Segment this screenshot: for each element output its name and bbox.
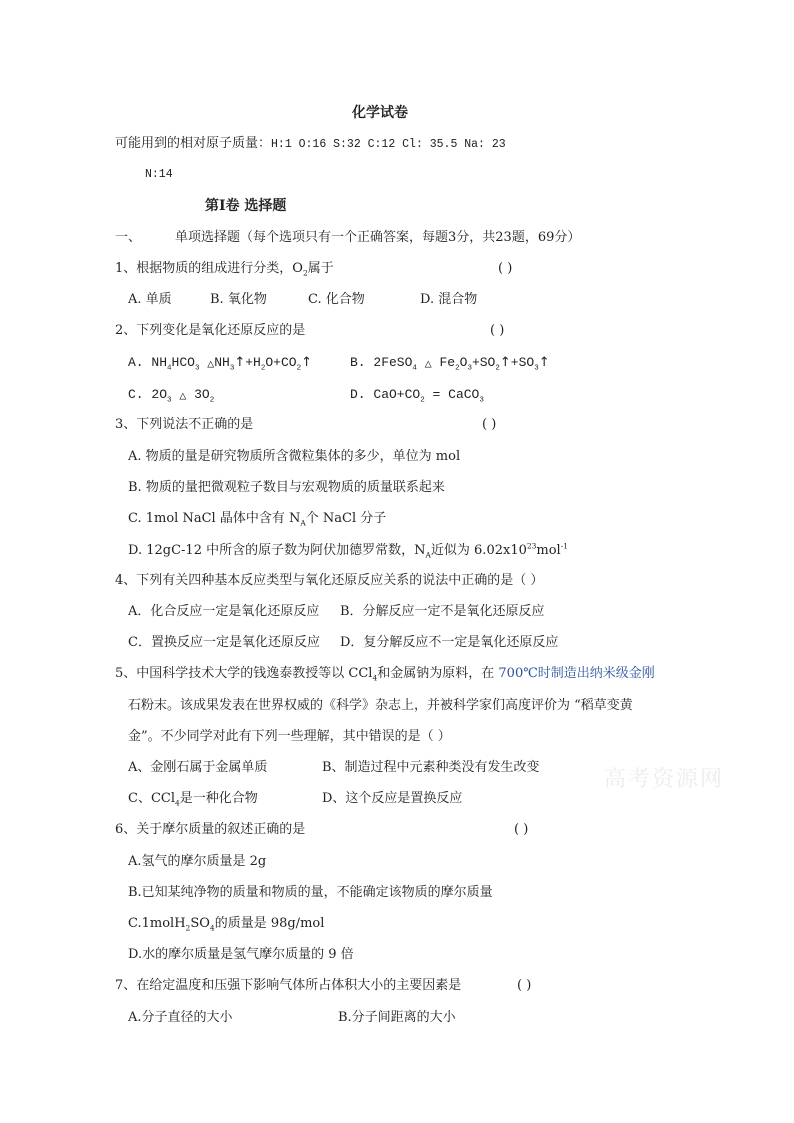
q5-option-a[interactable]: A、金刚石属于金属单质: [128, 760, 268, 775]
q5-line1-blue: 700℃时制造出纳米级金刚: [494, 666, 655, 681]
q1-option-a[interactable]: A. 单质: [128, 292, 172, 307]
q5-option-c[interactable]: [128, 790, 258, 808]
q6-option-b[interactable]: B.已知某纯净物的质量和物质的量，不能确定该物质的摩尔质量: [128, 885, 493, 900]
q2b-sub-4: 4: [412, 364, 417, 373]
question-7-answer-blank[interactable]: ( ): [517, 978, 532, 993]
q5-line1-pre: 5、中国科学技术大学的钱逸泰教授等以 CCl: [115, 666, 373, 681]
q2b-prod2: O: [459, 355, 468, 370]
q4-option-a[interactable]: A．化合反应一定是氧化还原反应: [128, 604, 320, 619]
gas-arrow-icon: ↑: [301, 355, 312, 370]
heat-symbol-icon: △: [207, 358, 215, 371]
page-title: 化学试卷: [352, 105, 408, 121]
q2b-prod3: +SO: [471, 355, 496, 370]
q2d-sub-3: 3: [479, 396, 484, 405]
heat-symbol-icon: △: [424, 358, 432, 371]
gas-arrow-icon: ↑: [499, 355, 511, 370]
q2c-sub-3: 3: [167, 396, 172, 405]
q2b-prod: Fe: [439, 355, 456, 370]
q2a-rest2: O+CO: [265, 355, 297, 370]
q6-option-d[interactable]: D.水的摩尔质量是氢气摩尔质量的 9 倍: [128, 947, 354, 962]
q2-option-a[interactable]: [128, 354, 312, 374]
question-4-stem: 4、下列有关四种基本反应类型与氧化还原反应关系的说法中正确的是（ ）: [115, 573, 544, 588]
q2a-sub-2: 2: [260, 364, 266, 373]
q5c-post: 是一种化合物: [179, 791, 258, 806]
q5-line1-mid: 和金属钠为原料，在: [377, 666, 495, 681]
q2b-label: B. 2FeSO: [350, 355, 413, 370]
q2d-sub-2: 2: [420, 396, 425, 405]
q3d-sup: 23: [526, 541, 537, 551]
q2a-sub-4: 4: [167, 364, 172, 373]
q3c-pre: C. 1mol NaCl 晶体中含有 N: [128, 511, 301, 526]
gas-arrow-icon: ↑: [234, 355, 246, 370]
q2a-sub-2b: 2: [296, 364, 302, 373]
q3c-post: 个 NaCl 分子: [305, 511, 387, 526]
q2c-sub-2: 2: [209, 396, 215, 405]
q2a-label: A. NH: [128, 355, 168, 370]
q5-option-b[interactable]: B、制造过程中元素种类没有发生改变: [322, 760, 540, 775]
q2a-sub-3: 3: [194, 364, 200, 373]
section-title: 第Ⅰ卷 选择题: [205, 198, 287, 214]
q2-option-c[interactable]: [128, 386, 214, 406]
instruction-text: 单项选择题（每个选项只有一个正确答案，每题3分，共23题，69分）: [175, 230, 581, 245]
q2d-prod: = CaCO: [424, 387, 480, 402]
q3c-sub: A: [300, 518, 306, 528]
q3-option-d[interactable]: [128, 542, 568, 560]
q2b-sub-3: 3: [467, 364, 472, 373]
q6c-post: 的质量是 98g/mol: [214, 916, 325, 931]
instruction-number: 一、: [115, 230, 142, 245]
q2c-label: C. 2O: [128, 387, 168, 402]
q2-option-b[interactable]: [350, 354, 550, 374]
q4-option-d[interactable]: D．复分解反应不一定是氧化还原反应: [340, 635, 559, 650]
q2-option-d[interactable]: [350, 386, 484, 404]
q3-option-b[interactable]: B. 物质的量把微观粒子数目与宏观物质的质量联系起来: [128, 480, 445, 495]
question-1-answer-blank[interactable]: ( ): [498, 261, 513, 276]
q1-stem-sub: 2: [302, 268, 308, 278]
q2b-sub-3b: 3: [534, 364, 539, 373]
q6c-sub1: 2: [185, 923, 191, 933]
q5c-sub: 4: [175, 798, 180, 808]
q4-option-b[interactable]: B．分解反应一定不是氧化还原反应: [340, 604, 545, 619]
q6c-pre: C.1molH: [128, 916, 186, 931]
q1-stem-text: 1、根据物质的组成进行分类，O: [115, 261, 303, 276]
q1-option-c[interactable]: C. 化合物: [308, 292, 365, 307]
q6c-mid: SO: [190, 916, 210, 931]
gas-arrow-icon: ↑: [538, 355, 550, 370]
atomic-mass-n: N:14: [145, 168, 173, 181]
q6-option-c[interactable]: [128, 915, 324, 933]
heat-symbol-icon: △: [179, 390, 187, 403]
watermark: 高考资源网: [604, 767, 725, 792]
q5c-pre: C、CCl: [128, 791, 175, 806]
q2a-prod: NH: [214, 355, 230, 370]
q2a-rest: +H: [245, 355, 261, 370]
q2b-sub-2: 2: [455, 364, 460, 373]
q7-option-a[interactable]: A.分子直径的大小: [128, 1010, 233, 1025]
instruction-line: [115, 229, 580, 247]
q3d-mid: 近似为 6.02x10: [430, 543, 527, 558]
q3d-sub: A: [425, 550, 431, 560]
q3d-post: mol: [536, 543, 561, 558]
q3d-pre: D. 12gC-12 中所含的原子数为阿伏加德罗常数，N: [128, 543, 426, 558]
atomic-masses-prefix: 可能用到的相对原子质量：: [115, 136, 272, 151]
q5-option-d[interactable]: D、这个反应是置换反应: [322, 791, 463, 806]
q2b-sub-2b: 2: [495, 364, 500, 373]
q2a-sub-3b: 3: [229, 364, 235, 373]
atomic-masses-line: [115, 135, 506, 154]
question-5-stem-line-3: 金”。不少同学对此有下列一些理解，其中错误的是（ ）: [128, 729, 451, 744]
q1-stem-tail: 属于: [307, 261, 334, 276]
question-7-stem: 7、在给定温度和压强下影响气体所占体积大小的主要因素是: [115, 978, 462, 993]
q2c-prod: 3O: [194, 387, 210, 402]
question-3-stem: 3、下列说法不正确的是: [115, 417, 254, 432]
q3d-sup2: -1: [560, 541, 569, 551]
question-6-answer-blank[interactable]: ( ): [514, 822, 529, 837]
q1-option-d[interactable]: D. 混合物: [420, 292, 478, 307]
q4-option-c[interactable]: C．置换反应一定是氧化还原反应: [128, 635, 320, 650]
q5-line1-sub: 4: [372, 673, 378, 683]
q3-option-a[interactable]: A. 物质的量是研究物质所含微粒集体的多少，单位为 mol: [128, 449, 461, 464]
question-1-stem: [115, 260, 334, 278]
question-3-answer-blank[interactable]: ( ): [482, 417, 497, 432]
q1-option-b[interactable]: B. 氧化物: [210, 292, 267, 307]
q2d-label: D. CaO+CO: [350, 387, 421, 402]
q6c-sub2: 4: [209, 923, 215, 933]
q3-option-c[interactable]: [128, 510, 386, 528]
atomic-masses-values: H:1 O:16 S:32 C:12 Cl: 35.5 Na: 23: [271, 138, 506, 151]
q2a-tail: HCO: [171, 355, 195, 370]
question-2-stem: 2、下列变化是氧化还原反应的是: [115, 323, 306, 338]
q7-option-b[interactable]: B.分子间距离的大小: [338, 1010, 456, 1025]
q2b-prod4: +SO: [510, 355, 535, 370]
question-5-stem-line-1: [115, 665, 655, 683]
q6-option-a[interactable]: A.氢气的摩尔质量是 2g: [128, 854, 267, 869]
question-6-stem: 6、关于摩尔质量的叙述正确的是: [115, 822, 306, 837]
question-5-stem-line-2: 石粉末。该成果发表在世界权威的《科学》杂志上，并被科学家们高度评价为 “稻草变黄: [128, 698, 633, 713]
question-2-answer-blank[interactable]: ( ): [490, 323, 505, 338]
